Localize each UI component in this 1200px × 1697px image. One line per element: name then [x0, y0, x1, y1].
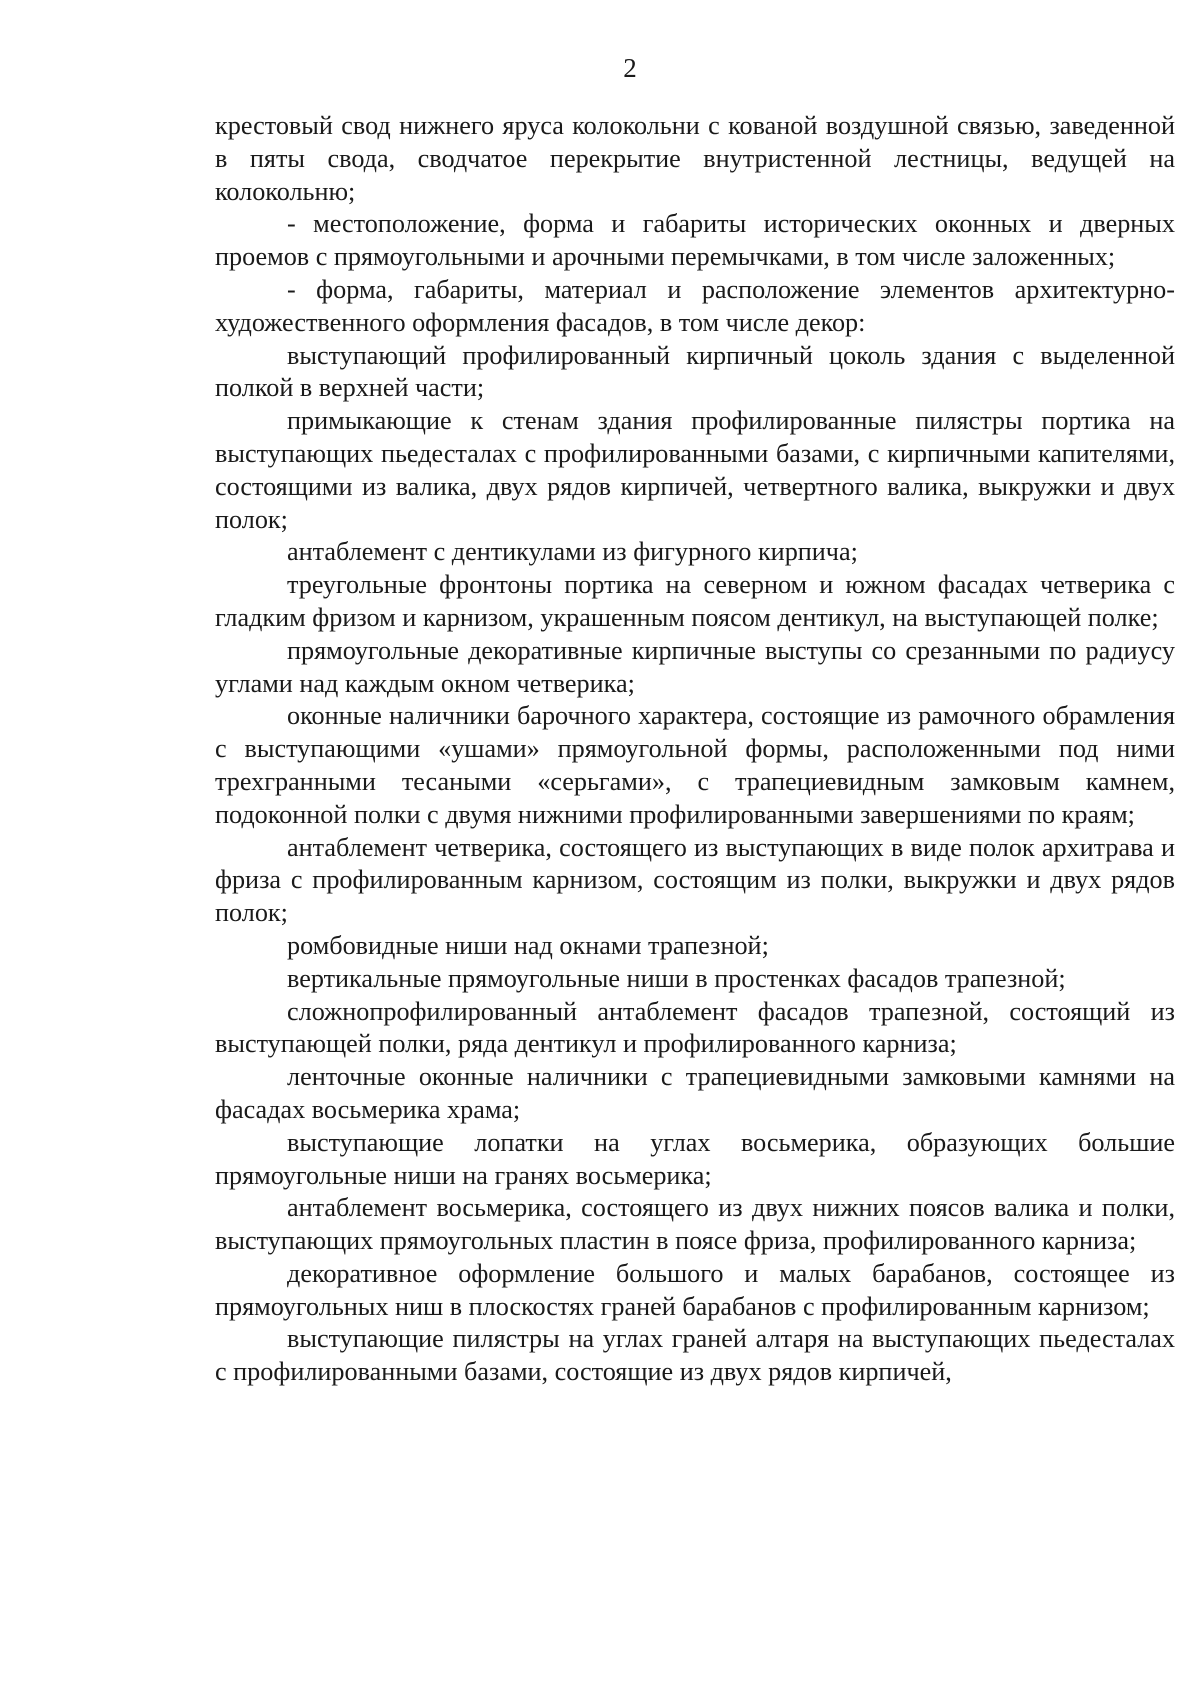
- document-body: [215, 110, 1175, 1389]
- paragraph: антаблемент с дентикулами из фигурного кирпича;: [287, 537, 858, 567]
- paragraph: крестовый свод нижнего яруса колокольни с кованой воздушной связью, заведенной в пяты свода, сводчатое перекрытие внутристенной лестницы, ведущей на колокольню;: [215, 111, 1175, 206]
- paragraph: декоративное оформление большого и малых барабанов, состоящее из прямоугольных ниш в плоскостях граней барабанов с профилированным карнизом;: [215, 1258, 1175, 1321]
- paragraph: выступающие лопатки на углах восьмерика, образующих большие прямоугольные ниши на гранях восьмерика;: [215, 1127, 1175, 1190]
- paragraph: антаблемент четверика, состоящего из выступающих в виде полок архитрава и фриза с профилированным карнизом, состоящим из полки, выкружки и двух рядов полок;: [215, 832, 1175, 928]
- paragraph: сложнопрофилированный антаблемент фасадов трапезной, состоящий из выступающей полки, ряда дентикул и профилированного карниза;: [215, 996, 1175, 1059]
- paragraph: примыкающие к стенам здания профилированные пилястры портика на выступающих пьедесталах с профилированными базами, с кирпичными капителями, состоящими из валика, двух рядов кирпичей, четвертного валика, выкружки и двух полок;: [215, 406, 1175, 534]
- paragraph: выступающие пилястры на углах граней алтаря на выступающих пьедесталах с профилированными базами, состоящие из двух рядов кирпичей,: [215, 1324, 1175, 1387]
- paragraph: - форма, габариты, материал и расположение элементов архитектурно-художественного оформления фасадов, в том числе декор:: [215, 274, 1175, 337]
- paragraph: оконные наличники барочного характера, состоящие из рамочного обрамления с выступающими «ушами» прямоугольной формы, расположенными под ними трехгранными тесаными «серьгами», с трапециевидным замковым камнем, подоконной полки с двумя нижними профилированными завершениями по краям;: [215, 701, 1175, 829]
- paragraph: ромбовидные ниши над окнами трапезной;: [287, 930, 769, 960]
- paragraph: ленточные оконные наличники с трапециевидными замковыми камнями на фасадах восьмерика храма;: [215, 1062, 1175, 1124]
- page-number: 2: [623, 53, 637, 83]
- paragraph: вертикальные прямоугольные ниши в простенках фасадов трапезной;: [287, 963, 1066, 993]
- paragraph: - местоположение, форма и габариты исторических оконных и дверных проемов с прямоугольными и арочными перемычками, в том числе заложенных;: [215, 209, 1175, 272]
- paragraph: треугольные фронтоны портика на северном и южном фасадах четверика с гладким фризом и карнизом, украшенным поясом дентикул, на выступающей полке;: [215, 570, 1175, 632]
- paragraph: прямоугольные декоративные кирпичные выступы со срезанными по радиусу углами над каждым окном четверика;: [215, 635, 1175, 698]
- paragraph: выступающий профилированный кирпичный цоколь здания с выделенной полкой в верхней части;: [215, 340, 1175, 403]
- paragraph: антаблемент восьмерика, состоящего из двух нижних поясов валика и полки, выступающих прямоугольных пластин в поясе фриза, профилированного карниза;: [215, 1193, 1175, 1256]
